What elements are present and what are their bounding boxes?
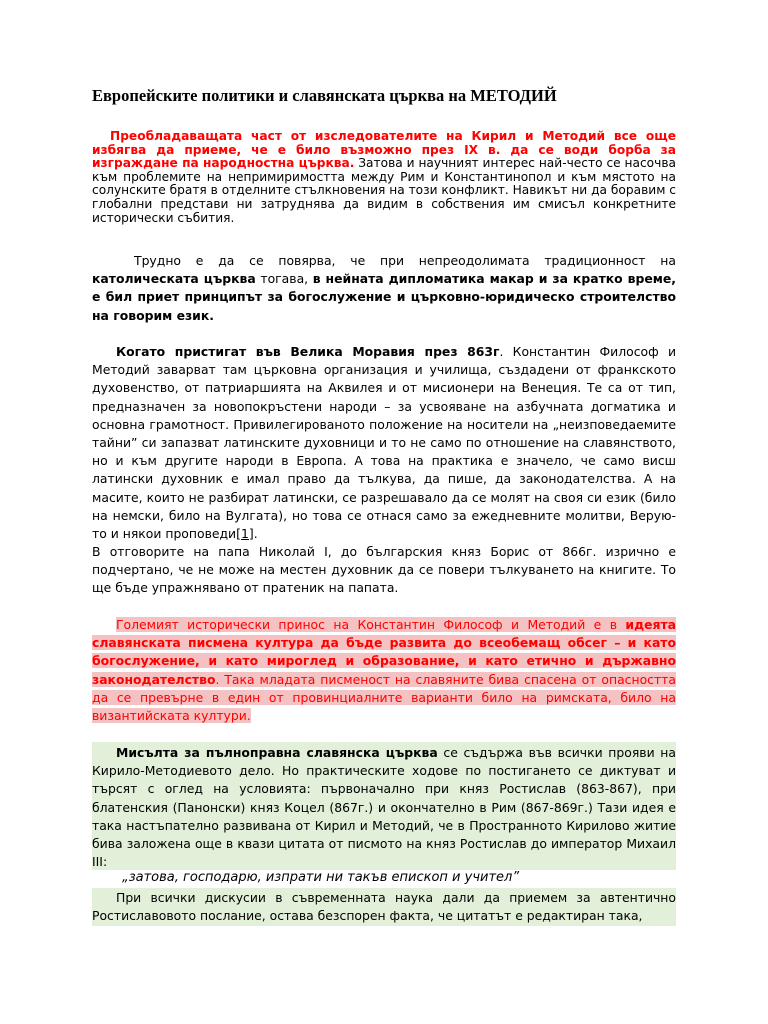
footnote-link[interactable]: [1]: [236, 526, 254, 542]
paragraph-bold: Мисълта за пълноправна славянска църква: [116, 745, 438, 760]
paragraph-intro-text: Затова и научният интерес най-често се насочва към проблемите на непримиримостта между Рим и Константинопол и към мястото на солунските братя в отделните стълкновения на този конфликт. Навикът ни да боравим с глобални представи ни затруднява да видим в собствения им смисъл конкретните исторически събития.: [92, 156, 676, 225]
paragraph-red-bold: идеята славянската писмена култура да бъде развита до всеобемащ обсег – и като богослужение, и като мироглед и образование, и като етично и държавно законодателство: [92, 617, 676, 687]
paragraph-red-text: Големият исторически принос на Константин Философ и Методий е в: [116, 617, 626, 632]
document-title: Европейските политики и славянската църква на МЕТОДИЙ: [92, 86, 557, 105]
paragraph-bold: католическата църква: [92, 271, 256, 287]
paragraph-text: При всички дискусии в съвременната наука дали да приемем за автентично Ростиславовото послание, остава безспорен факта, че цитатът е редактиран така,: [92, 890, 676, 924]
paragraph-pope-nicholas: [92, 543, 676, 598]
paragraph-text: В отговорите на папа Николай I, до българския княз Борис от 866г. изрично е подчертано, че не може на местен духовник да се повери тълкуването на книгите. То ще бъде упражнявано от пратеник на папата.: [92, 544, 676, 596]
paragraph-bold: Когато пристигат във Велика Моравия през 863г: [116, 344, 500, 359]
paragraph-text: .: [253, 526, 258, 542]
paragraph-historical-contribution: [92, 616, 676, 725]
paragraph-intro: [92, 130, 676, 225]
paragraph-discussions: [92, 889, 676, 925]
paragraph-intro-emphasis: Преобладаващата част от изследователите на Кирил и Методий все още избягва да приеме, че е било възможно през IX в. да се води борба за изграждане па народностна църква.: [92, 129, 676, 171]
paragraph-text: Трудно е да се повярва, че при непреодолимата традиционност на: [134, 253, 676, 268]
paragraph-text: се съдържа във всички прояви на Кирило-Методиевото дело. Но практическите ходове по постигането се диктуват и търсят с оглед на условията: първоначално при княз Ростислав (863-867), при блатенския (Панонски) княз Коцел (867г.) и окончателно в Рим (867-869г.) Тази идея е така настъпателно развивана от Кирил и Методий, че в Пространното Кирилово житие бива заложена още в квази цитата от писмото на княз Ростислав до император Михаил III:: [92, 745, 676, 870]
paragraph-bold: в нейната дипломатика макар и за кратко време, е бил приет принципът за богослужение и църковно-юридическо строителство на говорим език.: [92, 271, 677, 323]
paragraph-great-moravia: [92, 343, 676, 543]
paragraph-text: тогава,: [255, 271, 313, 287]
paragraph-red-text: . Така младата писменост на славяните бива спасена от опасността да се превърне в един от провинциалните варианти било на римската, било на византийската култури.: [92, 671, 676, 724]
paragraph-catholic-church: [92, 252, 676, 325]
paragraph-slavic-church: [92, 744, 676, 871]
rostislav-quote: „затова, господарю, изпрати ни такъв епископ и учител”: [122, 870, 520, 885]
paragraph-text: . Константин Философ и Методий заварват там църковна организация и училища, създадени от франкското духовенство, от патриаршията на Аквилея и от мисионери на Венеция. Те са от тип, предназначен за новопокръстени народи – за усвояване на азбучната догматика и основна грамотност. Привилегированото положение на носители на „неизповедаемите тайни” си запазват латинските духовници и то не само по отношение на славянството, но и към другите народи в Европа. А това на практика е значело, че само висш латински духовник е имал право да тълкува, да пише, да законодателства. А на масите, които не разбират латински, се разрешавало да се молят на своя си език (било на немски, било на Вулгата), но това се отнася само за ежедневните молитви, Верую-то и някои проповеди: [92, 344, 676, 542]
